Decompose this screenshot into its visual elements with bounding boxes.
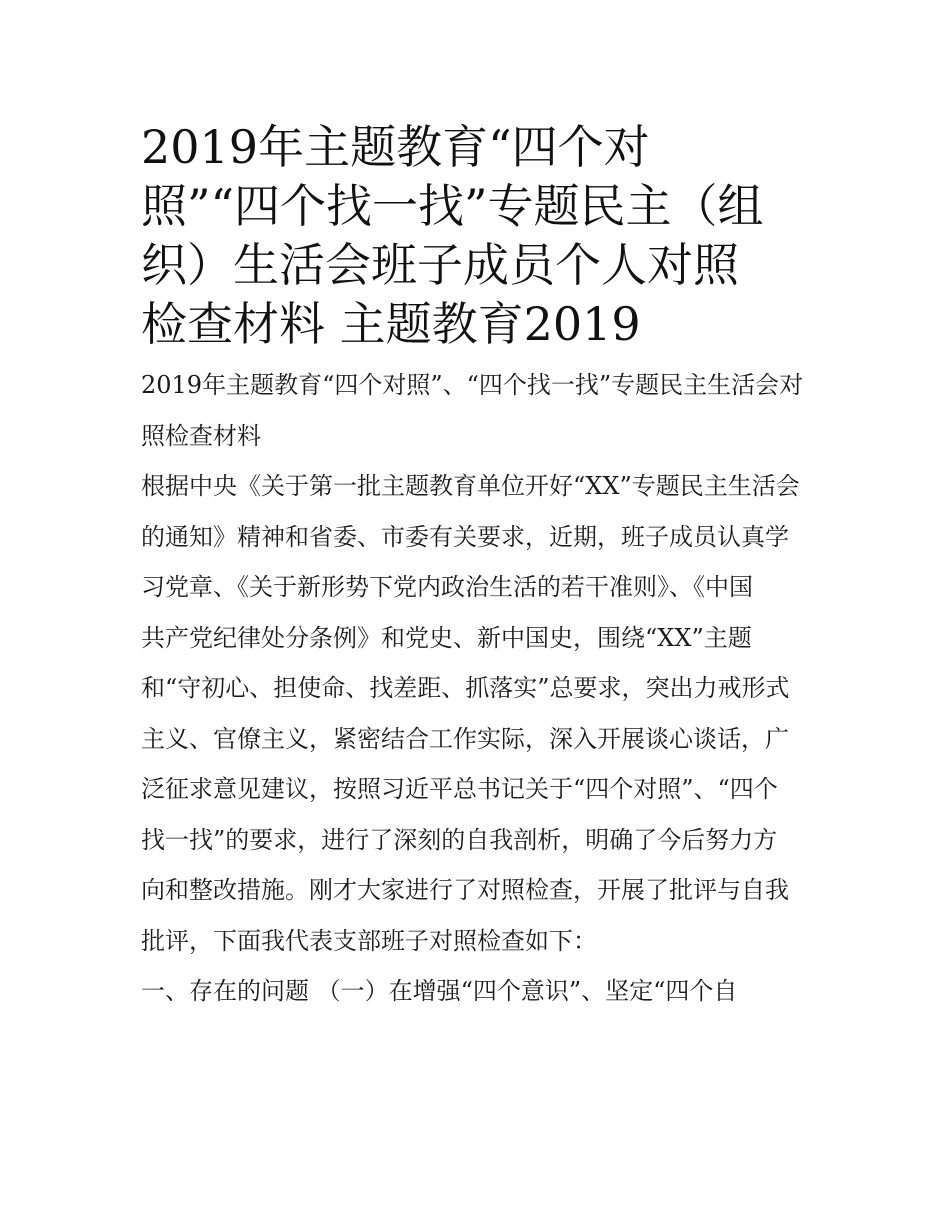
document-body xyxy=(141,360,813,1017)
body-line: 泛征求意见建议，按照习近平总书记关于“四个对照”、“四个 xyxy=(141,775,778,803)
body-line: 批评，下面我代表支部班子对照检查如下： xyxy=(141,926,597,955)
document-page xyxy=(141,118,813,1017)
title-line: 照”“四个找一找”专题民主（组 xyxy=(141,179,764,233)
title-line: 2019年主题教育“四个对 xyxy=(141,120,650,174)
title-line: 织）生活会班子成员个人对照 xyxy=(141,238,739,292)
body-line: 根据中央《关于第一批主题教育单位开好“XX”专题民主生活会 xyxy=(141,472,800,500)
body-line: 向和整改措施。刚才大家进行了对照检查，开展了批评与自我 xyxy=(141,876,789,904)
body-line: 主义、官僚主义，紧密结合工作实际，深入开展谈心谈话，广 xyxy=(141,724,789,753)
body-line: 和“守初心、担使命、找差距、抓落实”总要求，突出力戒形式 xyxy=(141,674,790,702)
body-line: 2019年主题教育“四个对照”、“四个找一找”专题民主生活会对 xyxy=(141,371,804,399)
body-line: 的通知》精神和省委、市委有关要求，近期，班子成员认真学 xyxy=(141,522,789,551)
body-line: 照检查材料 xyxy=(141,421,261,450)
body-line: 一、存在的问题 （一）在增强“四个意识”、坚定“四个自 xyxy=(141,977,738,1005)
body-line: 共产党纪律处分条例》和党史、新中国史，围绕“XX”主题 xyxy=(141,623,752,652)
title-line: 检查材料 主题教育2019 xyxy=(141,297,641,351)
document-title xyxy=(141,118,813,354)
body-line: 找一找”的要求，进行了深刻的自我剖析，明确了今后努力方 xyxy=(141,825,778,854)
body-line: 习党章、《关于新形势下党内政治生活的若干准则》、《中国 xyxy=(141,573,753,601)
